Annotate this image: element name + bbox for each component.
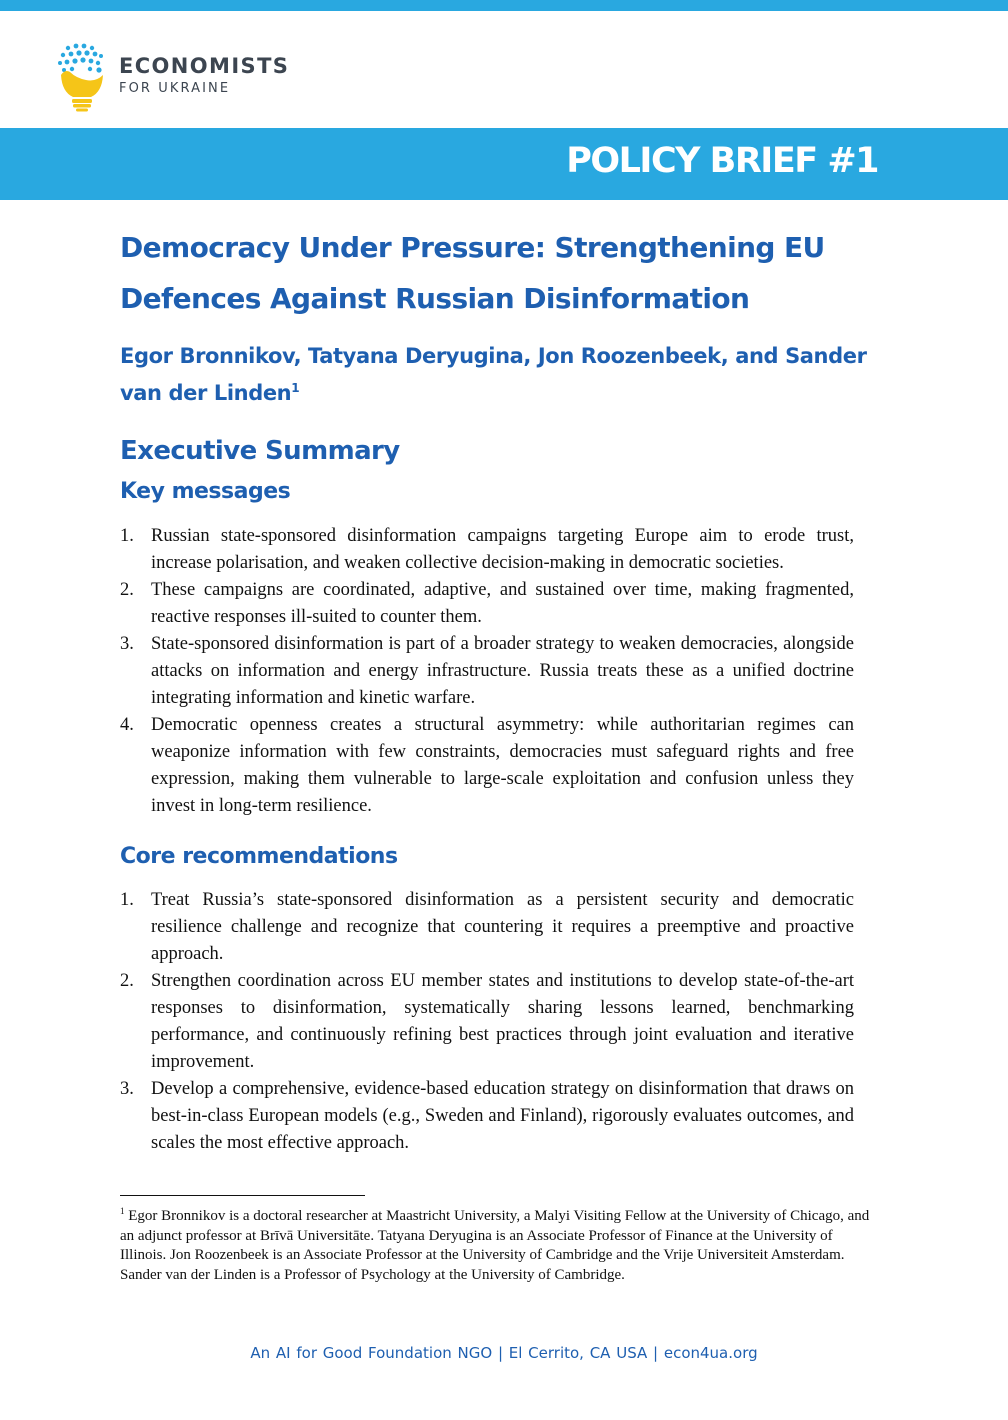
list-item xyxy=(120,712,854,820)
list-item-text: Develop a comprehensive, evidence-based education strategy on disinformation that draws on best-in-class European models (e.g., Sweden and Finland), rigorously evaluates outcomes, and scales the most effective approach. xyxy=(151,1079,854,1153)
list-item-text: These campaigns are coordinated, adaptive, and sustained over time, making fragmented, reactive responses ill-suited to counter them. xyxy=(151,580,854,627)
list-item xyxy=(120,523,854,577)
list-item-number: 2. xyxy=(120,971,134,991)
key-messages-heading: Key messages xyxy=(120,479,291,504)
banner-title: POLICY BRIEF #1 xyxy=(566,141,878,181)
footnote-divider xyxy=(120,1195,365,1196)
author-list xyxy=(120,338,900,412)
list-item-number: 2. xyxy=(120,580,134,600)
core-recommendations-heading: Core recommendations xyxy=(120,844,398,869)
author-footnote-mark: 1 xyxy=(291,381,300,395)
list-item-number: 3. xyxy=(120,1079,134,1099)
list-item-number: 3. xyxy=(120,634,134,654)
lightbulb-logo-icon xyxy=(56,42,108,112)
list-item xyxy=(120,968,854,1076)
list-item-text: Treat Russia’s state-sponsored disinformation as a persistent security and democratic resilience challenge and recognize that countering it requires a preemptive and proactive approach. xyxy=(151,890,854,964)
author-footnote xyxy=(120,1207,878,1285)
page-footer: An AI for Good Foundation NGO | El Cerrito, CA USA | econ4ua.org xyxy=(250,1344,758,1362)
list-item-number: 1. xyxy=(120,890,134,910)
policy-brief-banner xyxy=(0,128,1008,200)
footnote-mark: 1 xyxy=(120,1206,125,1216)
list-item-number: 4. xyxy=(120,715,134,735)
top-accent-stripe xyxy=(0,0,1008,11)
footnote-text: Egor Bronnikov is a doctoral researcher at Maastricht University, a Malyi Visiting Fellow at the University of Chicago, and an adjunct professor at Brīvā Universitāte. Tatyana Deryugina is an Associate Professor of Finance at the University of Illinois. Jon Roozenbeek is an Associate Professor at the University of Cambridge and the Vrije Universiteit Amsterdam. Sander van der Linden is a Professor of Psychology at the University of Cambridge. xyxy=(120,1208,870,1283)
logo-name: ECONOMISTS xyxy=(119,54,290,78)
list-item xyxy=(120,577,854,631)
list-item-text: Strengthen coordination across EU member states and institutions to develop state-of-the-art responses to disinformation, systematically sharing lessons learned, benchmarking performance, and continuously refining best practices through joint evaluation and iterative improvement. xyxy=(151,971,854,1072)
list-item-text: Democratic openness creates a structural asymmetry: while authoritarian regimes can weaponize information with few constraints, democracies must safeguard rights and free expression, making them vulnerable to large-scale exploitation and confusion unless they invest in long-term resilience. xyxy=(151,715,854,816)
list-item-text: State-sponsored disinformation is part of a broader strategy to weaken democracies, alongside attacks on information and energy infrastructure. Russia treats these as a unified doctrine integrating information and kinetic warfare. xyxy=(151,634,854,708)
organization-logo xyxy=(56,42,296,112)
list-item xyxy=(120,631,854,712)
key-messages-list xyxy=(120,523,854,820)
list-item-number: 1. xyxy=(120,526,134,546)
core-recommendations-list xyxy=(120,887,854,1157)
list-item-text: Russian state-sponsored disinformation campaigns targeting Europe aim to erode trust, increase polarisation, and weaken collective decision-making in democratic societies. xyxy=(151,526,854,573)
author-names: Egor Bronnikov, Tatyana Deryugina, Jon Roozenbeek, and Sander van der Linden xyxy=(120,344,867,405)
executive-summary-heading: Executive Summary xyxy=(120,436,400,466)
document-title: Democracy Under Pressure: Strengthening EU Defences Against Russian Disinformation xyxy=(120,231,825,315)
list-item xyxy=(120,1076,854,1157)
logo-tagline: FOR UKRAINE xyxy=(119,81,231,96)
list-item xyxy=(120,887,854,968)
